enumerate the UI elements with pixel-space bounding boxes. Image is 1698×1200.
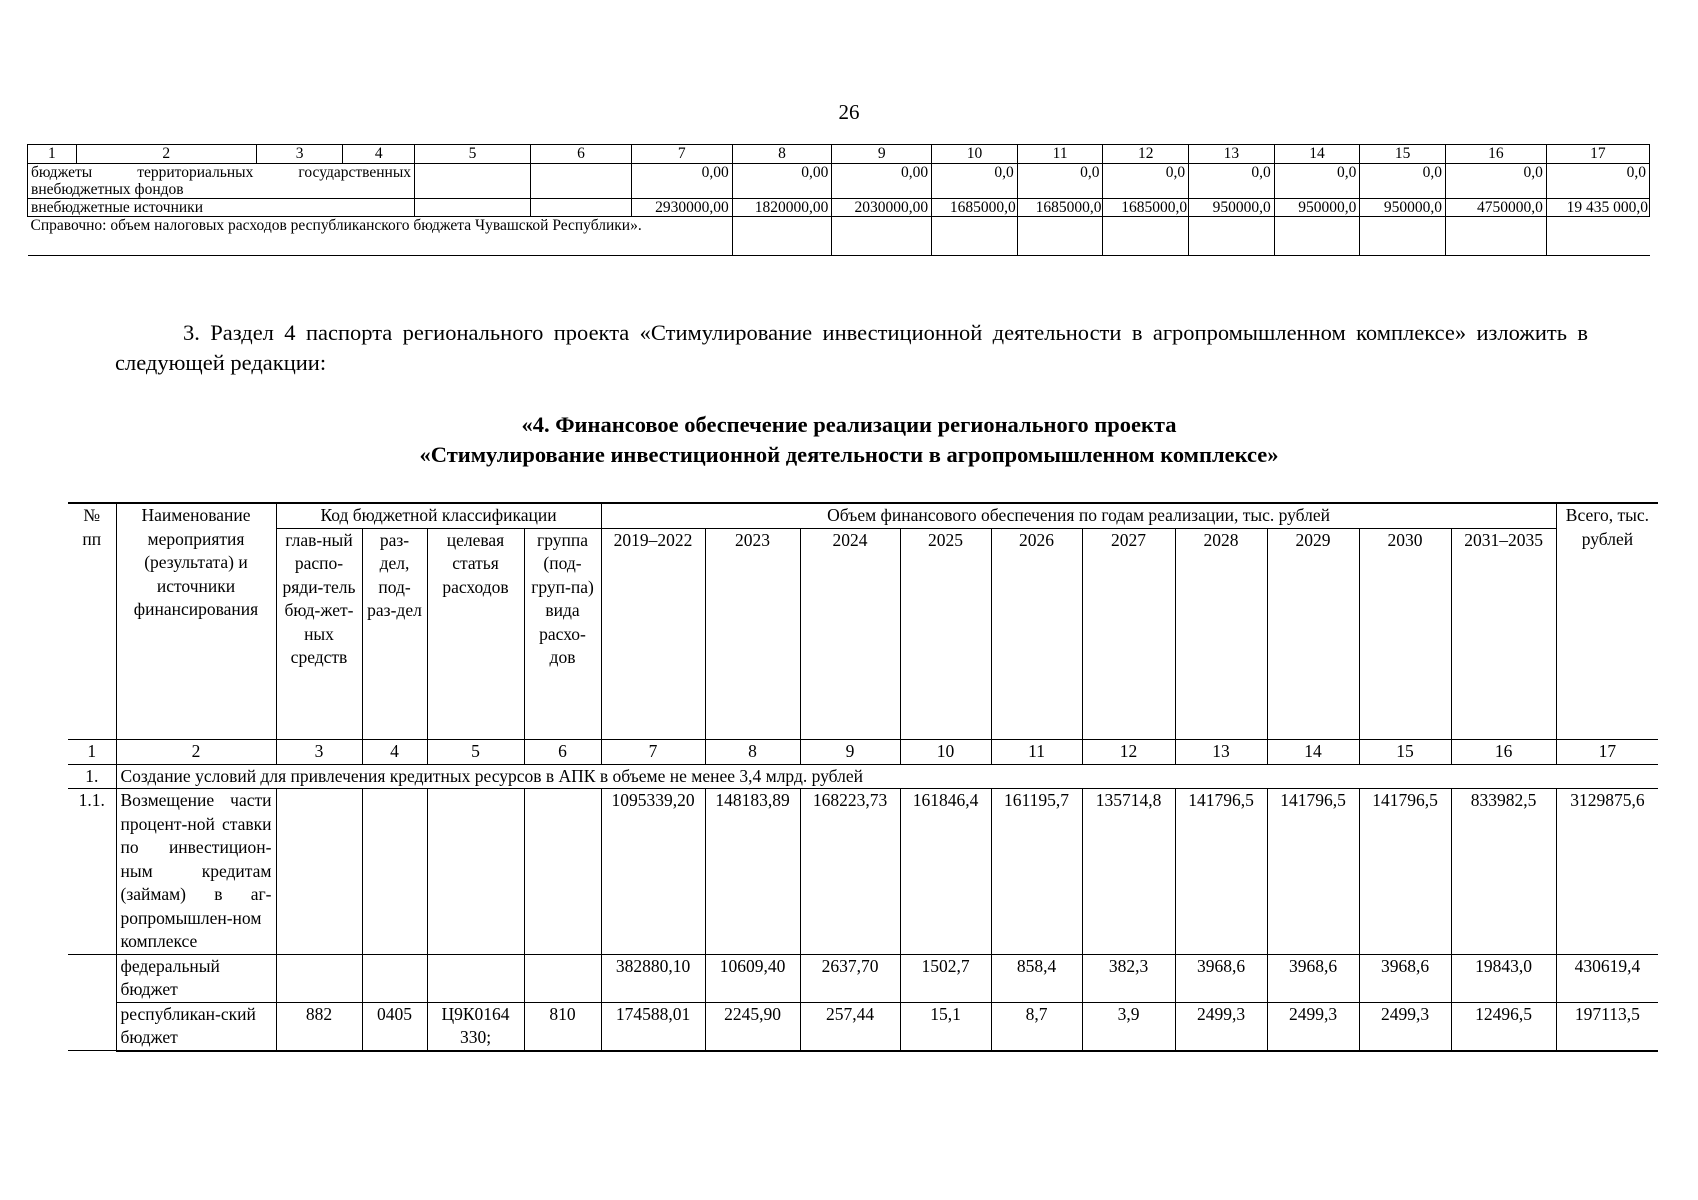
empty-cell [732,217,832,256]
value-cell: 15,1 [900,1002,991,1051]
empty-cell [1017,217,1103,256]
header-code-col: группа (под-груп-па) вида расхо-дов [524,528,601,739]
value-cell: 12496,5 [1451,1002,1556,1051]
col-number: 14 [1267,739,1359,764]
header-year: 2024 [800,528,900,739]
col-number: 2 [116,739,276,764]
value-cell: 19 435 000,0 [1546,199,1649,217]
table-row [68,789,1658,955]
col-number: 11 [1017,145,1103,164]
value-cell: 8,7 [991,1002,1082,1051]
col-number: 17 [1546,145,1649,164]
col-number: 15 [1359,739,1451,764]
value-cell: 2637,70 [800,954,900,1002]
col-number: 8 [705,739,800,764]
code-cell [276,789,362,955]
header-total: Всего, тыс. рублей [1556,503,1658,739]
value-cell: 135714,8 [1082,789,1175,955]
col-number: 3 [276,739,362,764]
value-cell: 174588,01 [601,1002,705,1051]
value-cell: 2499,3 [1359,1002,1451,1051]
col-number: 4 [343,145,415,164]
empty-cell [1360,217,1446,256]
col-number: 1 [68,739,116,764]
header-row [68,503,1658,528]
value-cell: 141796,5 [1267,789,1359,955]
value-cell: 382,3 [1082,954,1175,1002]
header-code-col: раз-дел, под-раз-дел [362,528,427,739]
row-number: 1.1. [68,789,116,955]
table-row [28,164,1650,199]
financing-table [68,502,1658,1052]
header-year: 2027 [1082,528,1175,739]
col-number: 3 [256,145,343,164]
value-cell: 1502,7 [900,954,991,1002]
code-cell: 882 [276,1002,362,1051]
code-cell: 0405 [362,1002,427,1051]
col-number: 11 [991,739,1082,764]
value-cell: 0,00 [832,164,932,199]
value-cell: 3968,6 [1359,954,1451,1002]
value-cell: 3,9 [1082,1002,1175,1051]
col-number: 12 [1103,145,1189,164]
table-row [28,199,1650,217]
value-cell: 3968,6 [1267,954,1359,1002]
value-cell: 141796,5 [1175,789,1267,955]
header-year: 2028 [1175,528,1267,739]
page-number: 26 [838,100,860,124]
section-heading [0,410,1698,470]
value-cell: 168223,73 [800,789,900,955]
heading-line-1: «4. Финансовое обеспечение реализации регионального проекта [521,412,1177,437]
value-cell: 197113,5 [1556,1002,1658,1051]
value-cell: 1685000,0 [932,199,1018,217]
value-cell: 2499,3 [1175,1002,1267,1051]
continuation-table [27,144,1650,256]
section-number: 1. [68,764,116,789]
value-cell: 1685000,0 [1017,199,1103,217]
value-cell: 858,4 [991,954,1082,1002]
value-cell: 2930000,00 [631,199,732,217]
header-subrow [68,528,1658,739]
table-row [68,954,1658,1002]
empty-cell [531,199,632,217]
table-row [68,1002,1658,1051]
code-cell: 810 [524,1002,601,1051]
empty-cell [1103,217,1189,256]
col-number: 1 [28,145,77,164]
col-number: 7 [631,145,732,164]
code-cell [362,789,427,955]
col-number: 16 [1446,145,1547,164]
code-cell [276,954,362,1002]
value-cell: 257,44 [800,1002,900,1051]
header-year: 2025 [900,528,991,739]
value-cell: 833982,5 [1451,789,1556,955]
reference-note: Справочно: объем налоговых расходов республиканского бюджета Чувашской Республики». [28,217,733,256]
code-cell [427,954,524,1002]
value-cell: 0,0 [1103,164,1189,199]
value-cell: 19843,0 [1451,954,1556,1002]
col-number: 12 [1082,739,1175,764]
value-cell: 2030000,00 [832,199,932,217]
empty-cell [531,164,632,199]
empty-cell [1189,217,1275,256]
col-number: 5 [427,739,524,764]
table-row [28,217,1650,256]
empty-cell [1546,217,1649,256]
row-name: федеральный бюджет [116,954,276,1002]
column-number-row [68,739,1658,764]
header-year: 2023 [705,528,800,739]
column-number-row [28,145,1650,164]
col-number: 6 [531,145,632,164]
value-cell: 0,0 [1446,164,1547,199]
value-cell: 950000,0 [1274,199,1360,217]
code-cell [524,789,601,955]
code-cell [524,954,601,1002]
row-label: внебюджетные источники [28,199,415,217]
code-cell [427,789,524,955]
value-cell: 950000,0 [1360,199,1446,217]
header-budget-code: Код бюджетной классификации [276,503,601,528]
value-cell: 0,0 [1546,164,1649,199]
empty-cell [415,199,531,217]
section-row [68,764,1658,789]
value-cell: 2245,90 [705,1002,800,1051]
value-cell: 3968,6 [1175,954,1267,1002]
col-number: 2 [76,145,256,164]
col-number: 15 [1360,145,1446,164]
header-code-col: глав-ный распо-ряди-тель бюд-жет-ных средств [276,528,362,739]
col-number: 10 [900,739,991,764]
empty-cell [932,217,1018,256]
value-cell: 141796,5 [1359,789,1451,955]
value-cell: 161195,7 [991,789,1082,955]
value-cell: 0,0 [1360,164,1446,199]
col-number: 16 [1451,739,1556,764]
col-number: 13 [1189,145,1275,164]
value-cell: 1685000,0 [1103,199,1189,217]
value-cell: 0,0 [932,164,1018,199]
value-cell: 4750000,0 [1446,199,1547,217]
value-cell: 3129875,6 [1556,789,1658,955]
value-cell: 10609,40 [705,954,800,1002]
code-cell [362,954,427,1002]
row-name: Возмещение части процент-ной ставки по инвестицион-ным кредитам (займам) в аг-ропромышлен-ном комплексе [116,789,276,955]
col-number: 7 [601,739,705,764]
value-cell: 950000,0 [1189,199,1275,217]
heading-line-2: «Стимулирование инвестиционной деятельности в агропромышленном комплексе» [419,442,1279,467]
value-cell: 161846,4 [900,789,991,955]
value-cell: 148183,89 [705,789,800,955]
value-cell: 0,00 [732,164,832,199]
header-year: 2019–2022 [601,528,705,739]
header-year: 2030 [1359,528,1451,739]
col-number: 6 [524,739,601,764]
value-cell: 430619,4 [1556,954,1658,1002]
header-year: 2026 [991,528,1082,739]
value-cell: 0,0 [1274,164,1360,199]
code-cell: Ц9К0164 330; [427,1002,524,1051]
section-title: Создание условий для привлечения кредитных ресурсов в АПК в объеме не менее 3,4 млрд. рублей [116,764,1658,789]
header-number: № пп [68,503,116,739]
col-number: 13 [1175,739,1267,764]
col-number: 17 [1556,739,1658,764]
empty-cell [415,164,531,199]
value-cell: 1820000,00 [732,199,832,217]
empty-cell [832,217,932,256]
col-number: 8 [732,145,832,164]
header-year: 2031–2035 [1451,528,1556,739]
col-number: 9 [800,739,900,764]
empty-cell [1274,217,1360,256]
row-label: бюджеты территориальных государственных внебюджетных фондов [28,164,415,199]
value-cell: 1095339,20 [601,789,705,955]
value-cell: 0,0 [1017,164,1103,199]
value-cell: 0,00 [631,164,732,199]
header-year: 2029 [1267,528,1359,739]
row-name: республикан-ский бюджет [116,1002,276,1051]
amendment-paragraph: 3. Раздел 4 паспорта регионального проекта «Стимулирование инвестиционной деятельности в агропромышленном комплексе» изложить в следующей редакции: [115,320,1588,375]
col-number: 10 [932,145,1018,164]
empty-cell [1446,217,1547,256]
col-number: 5 [415,145,531,164]
col-number: 14 [1274,145,1360,164]
header-name: Наименование мероприятия (результата) и источники финансирования [116,503,276,739]
value-cell: 2499,3 [1267,1002,1359,1051]
value-cell: 0,0 [1189,164,1275,199]
value-cell: 382880,10 [601,954,705,1002]
col-number: 9 [832,145,932,164]
header-code-col: целевая статья расходов [427,528,524,739]
col-number: 4 [362,739,427,764]
header-volume: Объем финансового обеспечения по годам реализации, тыс. рублей [601,503,1556,528]
row-number [68,954,116,1051]
